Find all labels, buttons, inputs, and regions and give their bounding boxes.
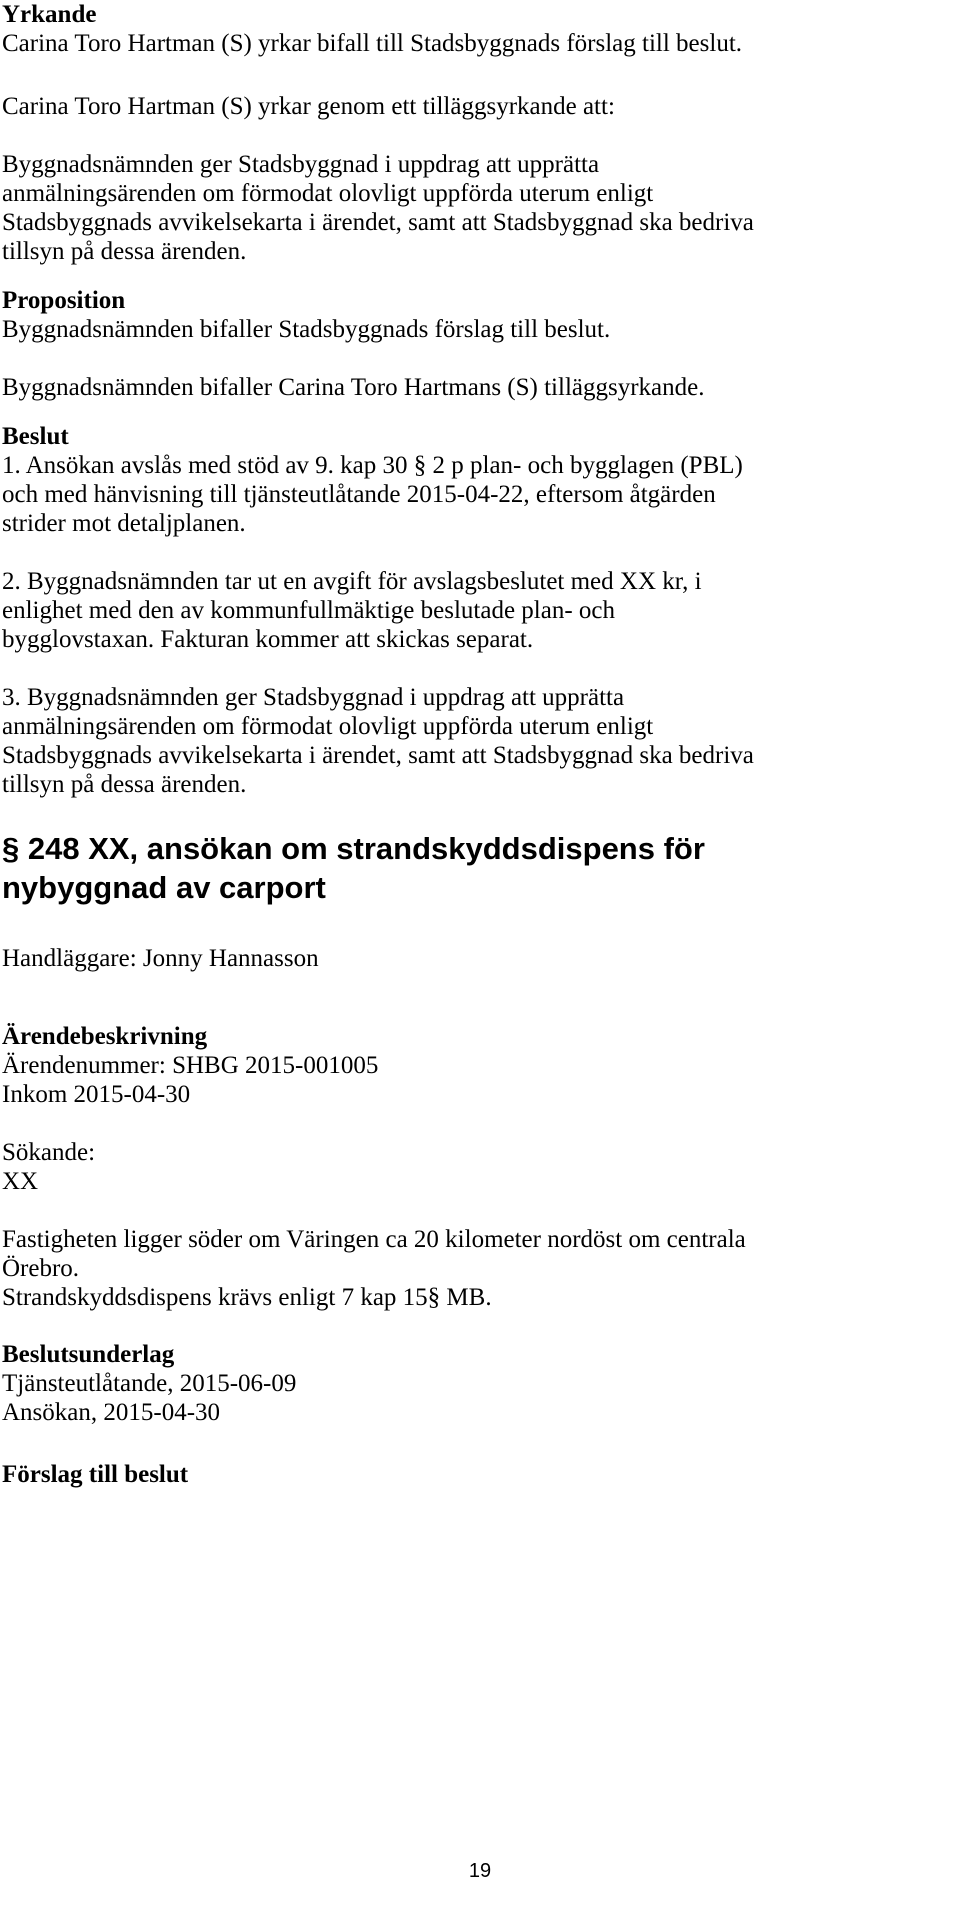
beslut-item-3-line: anmälningsärenden om förmodat olovligt uppförda uterum enligt bbox=[2, 713, 654, 740]
sokande-label: Sökande: bbox=[2, 1139, 96, 1166]
beslut-item-1-line: 1. Ansökan avslås med stöd av 9. kap 30 § 2 p plan- och bygglagen (PBL) bbox=[2, 452, 743, 479]
description-line: Strandskyddsdispens krävs enligt 7 kap 15§ MB. bbox=[2, 1284, 492, 1311]
proposition-paragraph-1: Byggnadsnämnden bifaller Stadsbyggnads förslag till beslut. bbox=[2, 316, 611, 343]
beslut-item-3-line: tillsyn på dessa ärenden. bbox=[2, 771, 247, 798]
beslut-item-2-line: bygglovstaxan. Fakturan kommer att skickas separat. bbox=[2, 626, 534, 653]
forslag-heading: Förslag till beslut bbox=[2, 1461, 189, 1488]
beslutsunderlag-item: Tjänsteutlåtande, 2015-06-09 bbox=[2, 1370, 297, 1397]
yrkande-paragraph-3-line: Byggnadsnämnden ger Stadsbyggnad i uppdrag att upprätta bbox=[2, 151, 600, 178]
beslut-item-1-line: strider mot detaljplanen. bbox=[2, 510, 246, 537]
beslutsunderlag-item: Ansökan, 2015-04-30 bbox=[2, 1399, 221, 1426]
yrkande-paragraph-3-line: Stadsbyggnads avvikelsekarta i ärendet, samt att Stadsbyggnad ska bedriva bbox=[2, 209, 754, 236]
yrkande-paragraph-3-line: anmälningsärenden om förmodat olovligt uppförda uterum enligt bbox=[2, 180, 654, 207]
proposition-heading: Proposition bbox=[2, 287, 126, 314]
page-number: 19 bbox=[468, 1860, 492, 1882]
yrkande-heading: Yrkande bbox=[2, 1, 97, 28]
beslutsunderlag-heading: Beslutsunderlag bbox=[2, 1341, 175, 1368]
beslut-item-3-line: Stadsbyggnads avvikelsekarta i ärendet, samt att Stadsbyggnad ska bedriva bbox=[2, 742, 754, 769]
section-title-line-2: nybyggnad av carport bbox=[2, 870, 326, 905]
beslut-item-2-line: enlighet med den av kommunfullmäktige beslutade plan- och bbox=[2, 597, 616, 624]
sokande-value: XX bbox=[2, 1168, 39, 1195]
handlaggare: Handläggare: Jonny Hannasson bbox=[2, 945, 319, 972]
proposition-paragraph-2: Byggnadsnämnden bifaller Carina Toro Hartmans (S) tilläggsyrkande. bbox=[2, 374, 705, 401]
beslut-item-1-line: och med hänvisning till tjänsteutlåtande 2015-04-22, eftersom åtgärden bbox=[2, 481, 716, 508]
section-title-line-1: § 248 XX, ansökan om strandskyddsdispens för bbox=[2, 831, 705, 866]
yrkande-paragraph-3-line: tillsyn på dessa ärenden. bbox=[2, 238, 247, 265]
yrkande-paragraph-2: Carina Toro Hartman (S) yrkar genom ett tilläggsyrkande att: bbox=[2, 93, 615, 120]
arendenummer: Ärendenummer: SHBG 2015-001005 bbox=[2, 1052, 379, 1079]
description-line: Örebro. bbox=[2, 1255, 80, 1282]
arendebeskrivning-heading: Ärendebeskrivning bbox=[2, 1023, 208, 1050]
description-line: Fastigheten ligger söder om Väringen ca 20 kilometer nordöst om centrala bbox=[2, 1226, 746, 1253]
yrkande-paragraph-1: Carina Toro Hartman (S) yrkar bifall till Stadsbyggnads förslag till beslut. bbox=[2, 30, 743, 57]
inkom-date: Inkom 2015-04-30 bbox=[2, 1081, 191, 1108]
beslut-heading: Beslut bbox=[2, 423, 69, 450]
beslut-item-3-line: 3. Byggnadsnämnden ger Stadsbyggnad i uppdrag att upprätta bbox=[2, 684, 625, 711]
beslut-item-2-line: 2. Byggnadsnämnden tar ut en avgift för avslagsbeslutet med XX kr, i bbox=[2, 568, 702, 595]
